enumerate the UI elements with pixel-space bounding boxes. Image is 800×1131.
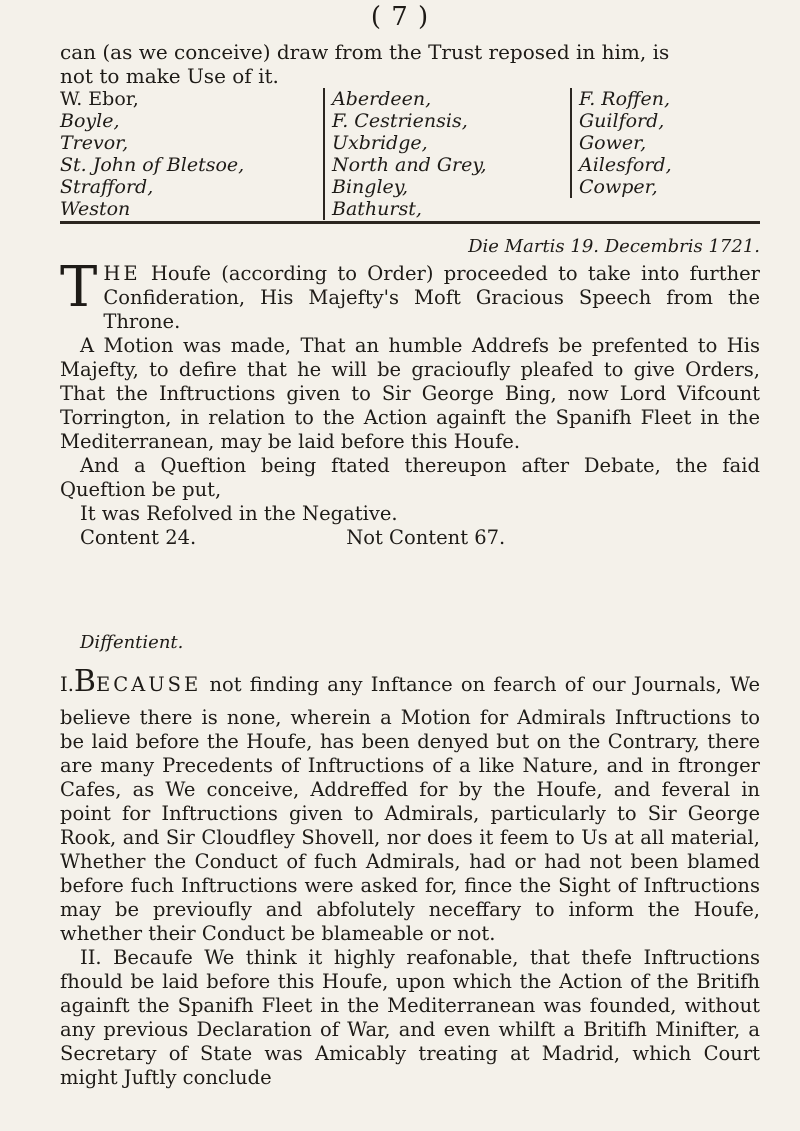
paragraph xyxy=(60,255,761,334)
small-caps: HE xyxy=(103,262,141,285)
signatory: Strafford, xyxy=(60,176,154,198)
signatory: Cowper, xyxy=(579,176,658,198)
text-line-1: can (as we conceive) draw from the Trust reposed in him, is xyxy=(60,40,670,64)
vote-tally xyxy=(60,526,760,550)
paragraph xyxy=(60,946,760,1090)
small-caps: ECAUSE xyxy=(95,673,202,696)
section-divider xyxy=(60,221,760,224)
signatories-column-3 xyxy=(570,88,779,198)
dateline: Die Martis 19. Decembris 1721. xyxy=(468,236,760,257)
paragraph-text: Becaufe We think it highly reafonable, that thefe Inftructions fhould be laid before this Houfe, upon which the Action of the Britifh againft the Spanifh Fleet in the Mediterranean was founded, without any previous Declaration of War, and even whilft a Britifh Minifter, a Secretary of State was Amicably treating at Madrid, which Court might Juftly conclude xyxy=(60,946,760,1089)
signatory: Guilford, xyxy=(579,110,665,132)
paragraph-text: Houfe (according to Order) proceeded to take into further Confideration, His Majefty's Moft Gracious Speech from the Throne. xyxy=(103,262,761,333)
page-number: ( 7 ) xyxy=(370,2,430,32)
paragraph: And a Queftion being ftated thereupon after Debate, the faid Queftion be put, xyxy=(60,454,760,501)
point-number: I. xyxy=(60,673,74,696)
signatory: Gower, xyxy=(579,132,647,154)
signatories-column-2 xyxy=(323,88,562,220)
signatory: Aberdeen, xyxy=(332,88,432,110)
signatory: W. Ebor, xyxy=(60,88,139,110)
dissent-heading: Diffentient. xyxy=(80,632,184,653)
drop-cap: B xyxy=(73,664,96,699)
signatory: F. Roffen, xyxy=(579,88,671,110)
paragraph: It was Refolved in the Negative. xyxy=(80,502,398,525)
signatory: Uxbridge, xyxy=(332,132,428,154)
signatory: St. John of Bletsoe, xyxy=(60,154,245,176)
signatory: North and Grey, xyxy=(332,154,487,176)
content-count: Content 24. xyxy=(80,526,197,549)
not-content-count: Not Content 67. xyxy=(346,526,506,549)
paragraph: A Motion was made, That an humble Addrefs be prefented to His Majefty, to defire that he will be gracioufly pleafed to give Orders, That the Inftructions given to Sir George Bing, now Lord Vifcount Torrington, in relation to the Action againft the Spanifh Fleet in the Mediterranean, may be laid before this Houfe. xyxy=(60,334,760,453)
drop-cap: T xyxy=(60,255,98,320)
signatory: Boyle, xyxy=(60,110,120,132)
signatory: Trevor, xyxy=(60,132,129,154)
dissent-text xyxy=(60,658,760,1090)
point-number: II. xyxy=(80,946,102,969)
signatory: Ailesford, xyxy=(579,154,672,176)
signatories-column-1 xyxy=(60,88,300,220)
text-line-2: not to make Use of it. xyxy=(60,64,279,88)
signatory: F. Cestriensis, xyxy=(332,110,468,132)
proceedings-text xyxy=(60,255,761,550)
signatory: Bathurst, xyxy=(332,198,422,220)
paragraph-text: not finding any Inftance on fearch of our Journals, We believe there is none, wherein a Motion for Admirals Inftructions to be laid before the Houfe, has been denyed but on the Contrary, there are many Precedents of Inftructions of a like Nature, and in ftronger Cafes, as We conceive, Addreffed for by the Houfe, and feveral in point for Inftructions given to Admirals, particularly to Sir George Rook, and Sir Cloudfley Shovell, nor does it feem to Us at all material, Whether the Conduct of fuch Admirals, had or had not been blamed before fuch Inftructions were asked for, fince the Sight of Inftructions may be previoufly and abfolutely neceffary to inform the Houfe, whether their Conduct be blameable or not. xyxy=(60,673,761,945)
signatory: Weston xyxy=(60,198,131,220)
paragraph xyxy=(60,658,760,946)
signatory: Bingley, xyxy=(332,176,409,198)
